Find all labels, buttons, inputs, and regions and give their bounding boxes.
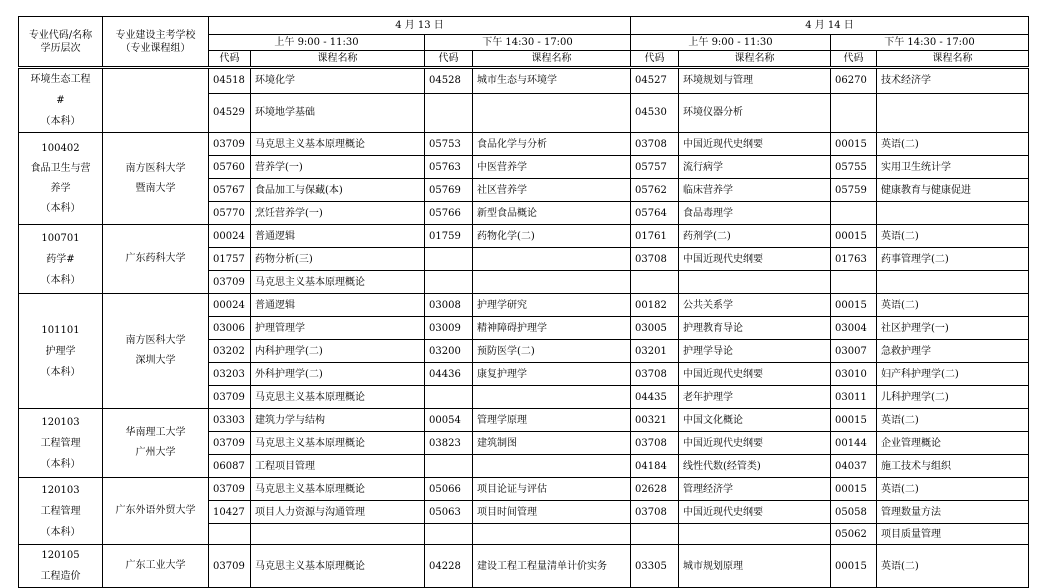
major-name-cell xyxy=(19,409,103,478)
course-name: 企业管理概论 xyxy=(877,432,1029,455)
course-name: 管理经济学 xyxy=(679,478,831,501)
course-code: 00015 xyxy=(831,294,877,317)
course-name: 管理学原理 xyxy=(473,409,631,432)
course-code: 03005 xyxy=(631,317,679,340)
course-code: 03708 xyxy=(631,363,679,386)
major-name-line: （本科） xyxy=(40,366,81,378)
course-code: 03202 xyxy=(209,340,251,363)
course-code: 03008 xyxy=(425,294,473,317)
table-row xyxy=(19,545,1029,588)
course-code: 03708 xyxy=(631,432,679,455)
major-name-line: 环境生态工程 xyxy=(30,74,91,85)
course-code: 03709 xyxy=(209,133,251,156)
major-name-line: 120103 xyxy=(41,416,80,428)
major-name-line: （本科） xyxy=(40,202,81,214)
course-code: 03200 xyxy=(425,340,473,363)
header-day1-afternoon: 下午 14:30 - 17:00 xyxy=(425,35,631,51)
school-line: 南方医科大学 xyxy=(125,162,186,174)
major-name-line: 护理学 xyxy=(45,345,76,357)
course-name: 食品毒理学 xyxy=(679,202,831,225)
course-code: 05770 xyxy=(209,202,251,225)
course-name: 公共关系学 xyxy=(679,294,831,317)
course-code: 02628 xyxy=(631,478,679,501)
course-name: 药事管理学(二) xyxy=(877,248,1029,271)
major-name-line: （本科） xyxy=(40,526,81,538)
header-course: 课程名称 xyxy=(877,51,1029,68)
course-code: 04527 xyxy=(631,68,679,94)
course-name: 预防医学(二) xyxy=(473,340,631,363)
table-row xyxy=(19,409,1029,432)
course-code: 03011 xyxy=(831,386,877,409)
course-code: 03708 xyxy=(631,501,679,524)
course-name: 急救护理学 xyxy=(877,340,1029,363)
course-name xyxy=(473,455,631,478)
course-name: 项目论证与评估 xyxy=(473,478,631,501)
course-code: 03709 xyxy=(209,432,251,455)
course-code: 10427 xyxy=(209,501,251,524)
course-name: 建设工程工程量清单计价实务 xyxy=(473,545,631,588)
course-name: 中国文化概论 xyxy=(679,409,831,432)
course-code: 05062 xyxy=(831,524,877,545)
course-code: 03203 xyxy=(209,363,251,386)
course-name xyxy=(679,271,831,294)
course-name: 马克思主义基本原理概论 xyxy=(251,432,425,455)
header-code: 代码 xyxy=(425,51,473,68)
course-code: 00182 xyxy=(631,294,679,317)
course-name: 妇产科护理学(二) xyxy=(877,363,1029,386)
course-name: 中国近现代史纲要 xyxy=(679,133,831,156)
table-row xyxy=(19,478,1029,501)
course-name: 中国近现代史纲要 xyxy=(679,432,831,455)
course-name: 普通逻辑 xyxy=(251,294,425,317)
major-name-line: 工程造价 xyxy=(40,571,81,582)
course-code: 00015 xyxy=(831,225,877,248)
course-code xyxy=(425,524,473,545)
course-name xyxy=(251,524,425,545)
school-line: 南方医科大学 xyxy=(125,335,186,346)
course-code: 00024 xyxy=(209,225,251,248)
course-code: 05767 xyxy=(209,179,251,202)
course-code: 04528 xyxy=(425,68,473,94)
course-code xyxy=(631,524,679,545)
course-name: 项目时间管理 xyxy=(473,501,631,524)
course-code: 00015 xyxy=(831,478,877,501)
course-name: 护理学导论 xyxy=(679,340,831,363)
course-name xyxy=(473,93,631,132)
school-cell xyxy=(103,409,209,478)
course-name: 施工技术与组织 xyxy=(877,455,1029,478)
course-code: 04529 xyxy=(209,93,251,132)
course-name: 城市规划原理 xyxy=(679,545,831,588)
course-name: 英语(二) xyxy=(877,545,1029,588)
major-name-cell xyxy=(19,545,103,588)
school-line: 广东外语外贸大学 xyxy=(115,505,196,516)
exam-schedule-table xyxy=(18,16,1029,588)
course-code: 05760 xyxy=(209,156,251,179)
course-name: 英语(二) xyxy=(877,225,1029,248)
course-name: 营养学(一) xyxy=(251,156,425,179)
header-major: 专业代码/名称 学历层次 xyxy=(19,17,103,68)
header-day2-afternoon: 下午 14:30 - 17:00 xyxy=(831,35,1029,51)
course-name: 食品化学与分析 xyxy=(473,133,631,156)
major-name-cell xyxy=(19,68,103,133)
course-code xyxy=(831,271,877,294)
course-name xyxy=(473,248,631,271)
major-name-cell xyxy=(19,478,103,545)
major-name-line: 101101 xyxy=(41,324,80,336)
course-name: 建筑力学与结构 xyxy=(251,409,425,432)
major-name-line: 100701 xyxy=(41,232,80,244)
course-name: 内科护理学(二) xyxy=(251,340,425,363)
course-code: 05766 xyxy=(425,202,473,225)
course-code: 04530 xyxy=(631,93,679,132)
course-code xyxy=(425,455,473,478)
school-cell xyxy=(103,225,209,294)
course-code: 06270 xyxy=(831,68,877,94)
course-name: 中国近现代史纲要 xyxy=(679,501,831,524)
course-code: 04037 xyxy=(831,455,877,478)
course-name: 护理管理学 xyxy=(251,317,425,340)
major-name-line: 100402 xyxy=(41,142,80,154)
course-code: 03708 xyxy=(631,248,679,271)
major-name-line: 药学# xyxy=(46,253,75,265)
major-name-line: 工程管理 xyxy=(40,437,81,449)
course-code: 03009 xyxy=(425,317,473,340)
course-name: 工程项目管理 xyxy=(251,455,425,478)
course-name: 流行病学 xyxy=(679,156,831,179)
header-day2-morning: 上午 9:00 - 11:30 xyxy=(631,35,831,51)
header-school: 专业建设主考学校 （专业课程组） xyxy=(103,17,209,68)
school-cell xyxy=(103,133,209,225)
course-name: 英语(二) xyxy=(877,478,1029,501)
course-code: 05764 xyxy=(631,202,679,225)
course-name: 环境化学 xyxy=(251,68,425,94)
course-name: 普通逻辑 xyxy=(251,225,425,248)
header-day2: 4 月 14 日 xyxy=(631,17,1029,35)
course-name: 外科护理学(二) xyxy=(251,363,425,386)
major-name-line: 120103 xyxy=(41,484,80,496)
course-name xyxy=(679,524,831,545)
header-code: 代码 xyxy=(631,51,679,68)
course-code: 05063 xyxy=(425,501,473,524)
course-name xyxy=(473,524,631,545)
course-name: 环境仪器分析 xyxy=(679,93,831,132)
major-name-line: 120105 xyxy=(41,550,80,561)
major-name-line: （本科） xyxy=(40,458,81,470)
table-row xyxy=(19,133,1029,156)
header-code: 代码 xyxy=(831,51,877,68)
school-line: 华南理工大学 xyxy=(125,427,186,438)
course-name: 英语(二) xyxy=(877,294,1029,317)
course-code xyxy=(831,202,877,225)
course-code: 05753 xyxy=(425,133,473,156)
course-code: 01761 xyxy=(631,225,679,248)
course-name: 儿科护理学(二) xyxy=(877,386,1029,409)
table-row xyxy=(19,225,1029,248)
course-code: 04436 xyxy=(425,363,473,386)
major-name-line: # xyxy=(56,95,65,106)
course-code xyxy=(425,248,473,271)
course-code xyxy=(425,271,473,294)
major-name-cell xyxy=(19,225,103,294)
course-name: 中国近现代史纲要 xyxy=(679,363,831,386)
major-name-line: （本科） xyxy=(40,116,81,127)
course-name: 康复护理学 xyxy=(473,363,631,386)
course-name: 食品加工与保藏(本) xyxy=(251,179,425,202)
school-cell xyxy=(103,68,209,133)
course-code: 00015 xyxy=(831,409,877,432)
course-name: 护理学研究 xyxy=(473,294,631,317)
school-line: 暨南大学 xyxy=(135,182,176,194)
course-code: 03709 xyxy=(209,545,251,588)
major-name-line: 养学 xyxy=(50,182,71,194)
course-code: 03006 xyxy=(209,317,251,340)
course-code: 01759 xyxy=(425,225,473,248)
course-code: 00054 xyxy=(425,409,473,432)
course-name: 英语(二) xyxy=(877,133,1029,156)
course-code: 03007 xyxy=(831,340,877,363)
course-code: 03709 xyxy=(209,478,251,501)
course-name xyxy=(877,202,1029,225)
course-code: 04228 xyxy=(425,545,473,588)
course-name: 项目人力资源与沟通管理 xyxy=(251,501,425,524)
course-code: 05066 xyxy=(425,478,473,501)
course-code xyxy=(425,386,473,409)
course-name: 健康教育与健康促进 xyxy=(877,179,1029,202)
major-name-cell xyxy=(19,294,103,409)
course-name: 马克思主义基本原理概论 xyxy=(251,271,425,294)
course-code: 01757 xyxy=(209,248,251,271)
school-line: 深圳大学 xyxy=(135,355,176,366)
course-code: 05762 xyxy=(631,179,679,202)
course-name: 护理教育导论 xyxy=(679,317,831,340)
course-name xyxy=(473,271,631,294)
course-code: 05755 xyxy=(831,156,877,179)
major-name-cell xyxy=(19,133,103,225)
course-name: 环境地学基础 xyxy=(251,93,425,132)
course-code: 05769 xyxy=(425,179,473,202)
course-name: 药剂学(二) xyxy=(679,225,831,248)
header-course: 课程名称 xyxy=(251,51,425,68)
course-code: 00321 xyxy=(631,409,679,432)
course-code: 03010 xyxy=(831,363,877,386)
course-name: 线性代数(经管类) xyxy=(679,455,831,478)
course-code xyxy=(831,93,877,132)
header-day1: 4 月 13 日 xyxy=(209,17,631,35)
header-day1-morning: 上午 9:00 - 11:30 xyxy=(209,35,425,51)
course-name: 项目质量管理 xyxy=(877,524,1029,545)
course-name: 社区护理学(一) xyxy=(877,317,1029,340)
course-name: 马克思主义基本原理概论 xyxy=(251,478,425,501)
school-cell xyxy=(103,545,209,588)
course-code: 01763 xyxy=(831,248,877,271)
course-code: 04184 xyxy=(631,455,679,478)
course-code xyxy=(425,93,473,132)
table-row xyxy=(19,294,1029,317)
course-name: 社区营养学 xyxy=(473,179,631,202)
course-code: 06087 xyxy=(209,455,251,478)
course-name: 中医营养学 xyxy=(473,156,631,179)
school-line: 广东药科大学 xyxy=(125,253,186,264)
major-name-line: 食品卫生与营 xyxy=(30,162,91,174)
course-name: 临床营养学 xyxy=(679,179,831,202)
course-name: 药物化学(二) xyxy=(473,225,631,248)
course-name: 马克思主义基本原理概论 xyxy=(251,133,425,156)
school-line: 广州大学 xyxy=(135,447,176,458)
course-code: 03303 xyxy=(209,409,251,432)
course-name: 实用卫生统计学 xyxy=(877,156,1029,179)
course-name: 管理数量方法 xyxy=(877,501,1029,524)
course-name: 老年护理学 xyxy=(679,386,831,409)
course-code: 05763 xyxy=(425,156,473,179)
course-name xyxy=(877,93,1029,132)
header-course: 课程名称 xyxy=(679,51,831,68)
course-name: 城市生态与环境学 xyxy=(473,68,631,94)
header-code: 代码 xyxy=(209,51,251,68)
course-code: 03201 xyxy=(631,340,679,363)
major-name-line: 工程管理 xyxy=(40,505,81,517)
course-code xyxy=(209,524,251,545)
course-name: 英语(二) xyxy=(877,409,1029,432)
course-code: 05058 xyxy=(831,501,877,524)
course-name: 环境规划与管理 xyxy=(679,68,831,94)
course-name xyxy=(473,386,631,409)
course-name: 马克思主义基本原理概论 xyxy=(251,545,425,588)
table-row xyxy=(19,68,1029,94)
course-code: 03709 xyxy=(209,271,251,294)
school-cell xyxy=(103,294,209,409)
course-code: 03305 xyxy=(631,545,679,588)
course-name: 精神障碍护理学 xyxy=(473,317,631,340)
school-line: 广东工业大学 xyxy=(125,560,186,571)
course-name: 新型食品概论 xyxy=(473,202,631,225)
course-name: 建筑制图 xyxy=(473,432,631,455)
course-code: 04518 xyxy=(209,68,251,94)
course-code: 03709 xyxy=(209,386,251,409)
course-code: 00144 xyxy=(831,432,877,455)
course-code: 03823 xyxy=(425,432,473,455)
course-code: 00015 xyxy=(831,133,877,156)
course-name: 药物分析(三) xyxy=(251,248,425,271)
major-name-line: （本科） xyxy=(40,274,81,286)
course-code: 00015 xyxy=(831,545,877,588)
course-code xyxy=(631,271,679,294)
course-name: 烹饪营养学(一) xyxy=(251,202,425,225)
course-name: 中国近现代史纲要 xyxy=(679,248,831,271)
course-code: 05757 xyxy=(631,156,679,179)
course-name xyxy=(877,271,1029,294)
course-code: 00024 xyxy=(209,294,251,317)
course-name: 技术经济学 xyxy=(877,68,1029,94)
course-code: 04435 xyxy=(631,386,679,409)
course-code: 05759 xyxy=(831,179,877,202)
course-code: 03004 xyxy=(831,317,877,340)
course-code: 03708 xyxy=(631,133,679,156)
header-course: 课程名称 xyxy=(473,51,631,68)
course-name: 马克思主义基本原理概论 xyxy=(251,386,425,409)
school-cell xyxy=(103,478,209,545)
